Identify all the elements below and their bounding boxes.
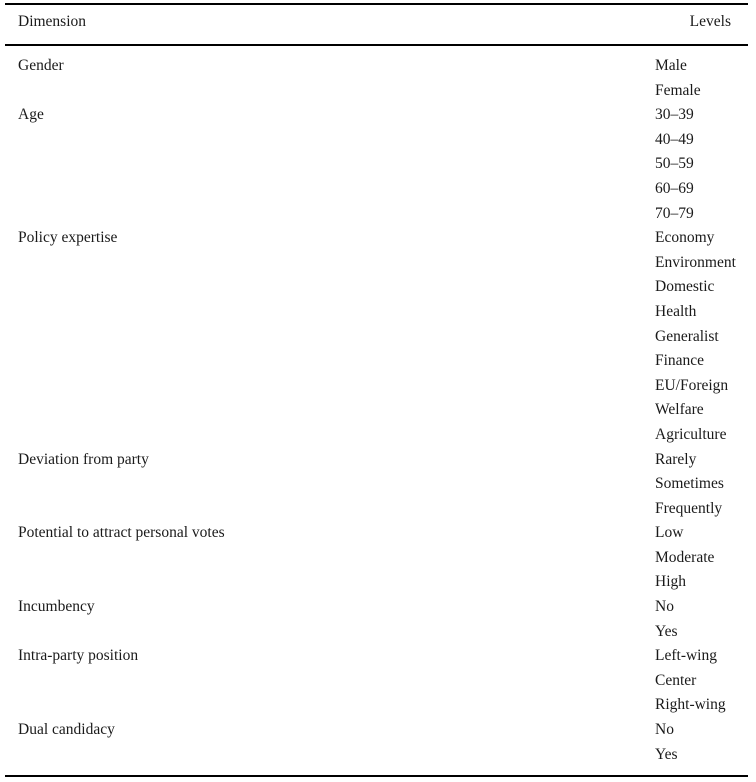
table-row	[0, 472, 756, 497]
level-cell: Frequently	[655, 499, 723, 517]
level-cell: Finance	[655, 352, 705, 370]
table-row	[0, 546, 756, 571]
dimension-cell: Deviation from party	[18, 450, 149, 468]
level-cell: Moderate	[655, 548, 715, 566]
table-top-rule	[5, 3, 748, 5]
level-cell: 70–79	[655, 204, 694, 222]
level-cell: Generalist	[655, 327, 719, 345]
level-cell: Yes	[655, 622, 678, 640]
dimension-cell: Policy expertise	[18, 229, 118, 247]
level-cell: Left-wing	[655, 647, 717, 665]
table-row	[0, 718, 756, 743]
level-cell: Male	[655, 57, 687, 74]
table-row	[0, 152, 756, 177]
table-row	[0, 423, 756, 448]
level-cell: 60–69	[655, 179, 694, 197]
table-row	[0, 497, 756, 522]
table-row	[0, 620, 756, 645]
table-row	[0, 251, 756, 276]
table-row	[0, 669, 756, 694]
level-cell: Environment	[655, 253, 736, 271]
table-row	[0, 325, 756, 350]
level-cell: Yes	[655, 745, 678, 763]
level-cell: Health	[655, 302, 697, 320]
level-cell: 50–59	[655, 155, 694, 173]
column-header-levels: Levels	[689, 13, 731, 30]
level-cell: Welfare	[655, 401, 704, 419]
table-row	[0, 743, 756, 768]
table-row	[0, 349, 756, 374]
level-cell: Rarely	[655, 450, 697, 468]
level-cell: Female	[655, 81, 701, 99]
dimension-cell: Age	[18, 106, 44, 124]
level-cell: Right-wing	[655, 696, 726, 714]
table-row	[0, 448, 756, 473]
level-cell: Economy	[655, 229, 715, 247]
table-row	[0, 595, 756, 620]
table-row	[0, 54, 756, 79]
table-row	[0, 300, 756, 325]
table-body	[0, 54, 756, 767]
table-row	[0, 177, 756, 202]
table-header-rule	[5, 44, 748, 46]
level-cell: Agriculture	[655, 425, 727, 443]
table-row	[0, 79, 756, 104]
dimension-cell: Potential to attract personal votes	[18, 524, 225, 542]
level-cell: High	[655, 573, 686, 591]
table-row	[0, 398, 756, 423]
table-row	[0, 521, 756, 546]
level-cell: Domestic	[655, 278, 715, 296]
table-row	[0, 275, 756, 300]
table-row	[0, 202, 756, 227]
table-row	[0, 570, 756, 595]
dimension-cell: Dual candidacy	[18, 721, 115, 739]
table-bottom-rule	[5, 775, 748, 777]
table-row	[0, 693, 756, 718]
dimension-cell: Incumbency	[18, 598, 95, 616]
dimension-cell: Intra-party position	[18, 647, 139, 665]
level-cell: Sometimes	[655, 475, 724, 493]
level-cell: EU/Foreign	[655, 376, 729, 394]
table-row	[0, 374, 756, 399]
column-header-dimension: Dimension	[18, 13, 87, 30]
level-cell: 30–39	[655, 106, 694, 124]
dimension-cell: Gender	[18, 57, 64, 74]
level-cell: No	[655, 598, 674, 616]
level-cell: No	[655, 721, 674, 739]
table-row	[0, 226, 756, 251]
level-cell: Low	[655, 524, 684, 542]
table-row	[0, 644, 756, 669]
table-row	[0, 103, 756, 128]
level-cell: Center	[655, 671, 697, 689]
level-cell: 40–49	[655, 130, 694, 148]
table-row	[0, 128, 756, 153]
table-header-row	[0, 10, 756, 36]
